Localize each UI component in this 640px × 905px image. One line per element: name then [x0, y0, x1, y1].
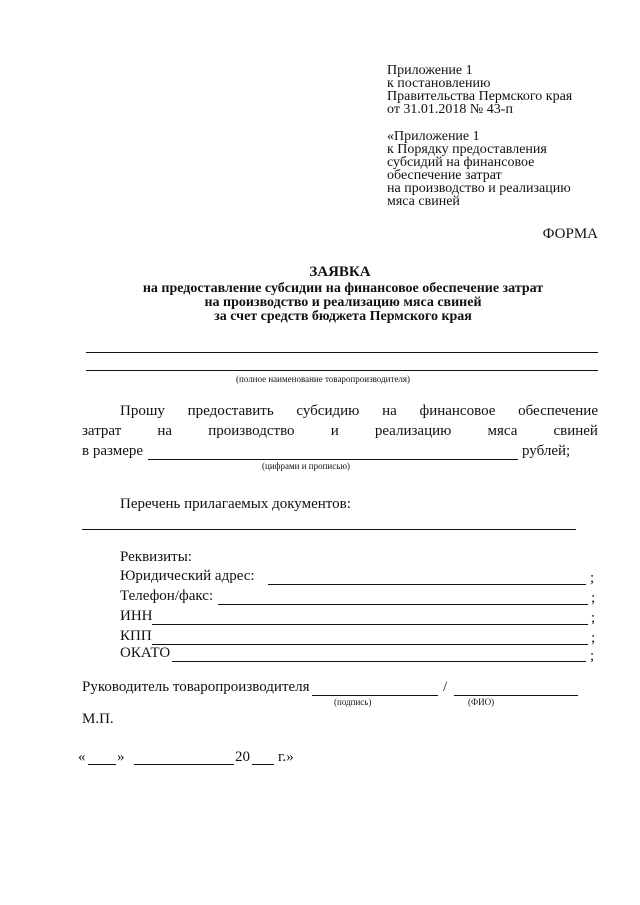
request-word: Прошу — [120, 403, 165, 419]
amount-prefix: в размере — [82, 443, 144, 459]
document-subtitle — [0, 282, 640, 324]
subtitle-line: за счет средств бюджета Пермского края — [214, 309, 472, 324]
appendix-line: Правительства Пермского края — [387, 89, 573, 104]
date-open-quote: « — [78, 749, 86, 765]
legal-address-label: Юридический адрес: — [120, 568, 255, 584]
amount-caption: (цифрами и прописью) — [262, 461, 351, 471]
kpp-line[interactable] — [152, 644, 588, 645]
full-name-line[interactable] — [454, 695, 578, 696]
appendix-line: к постановлению — [387, 76, 491, 91]
signature-caption: (подпись) — [334, 697, 372, 707]
request-word: затрат — [82, 423, 122, 439]
documents-line[interactable] — [82, 529, 576, 530]
appendix-order-line: «Приложение 1 — [387, 129, 480, 144]
okato-label: ОКАТО — [120, 645, 171, 661]
subtitle-line: на производство и реализацию мяса свиней — [204, 295, 482, 310]
field-terminator: ; — [591, 610, 596, 626]
inn-line[interactable] — [152, 624, 588, 625]
appendix-line: от 31.01.2018 № 43-п — [387, 102, 513, 117]
document-title: ЗАЯВКА — [309, 264, 371, 280]
producer-name-line-1[interactable] — [86, 352, 598, 353]
request-word: обеспечение — [518, 403, 598, 419]
signature-label: Руководитель товаропроизводителя — [82, 679, 310, 695]
request-word: на — [157, 423, 173, 439]
request-word: и — [330, 423, 339, 439]
appendix-line: Приложение 1 — [387, 63, 473, 78]
request-word: производство — [208, 423, 295, 439]
okato-line[interactable] — [172, 661, 586, 662]
field-terminator: ; — [591, 590, 596, 606]
field-terminator: ; — [590, 648, 595, 664]
appendix-order-header — [387, 130, 571, 208]
date-year-prefix: 20 — [235, 749, 250, 765]
appendix-header — [387, 64, 572, 116]
date-day-line[interactable] — [88, 764, 116, 765]
form-label: ФОРМА — [542, 226, 598, 242]
amount-line[interactable] — [148, 459, 518, 460]
request-word: на — [382, 403, 397, 419]
phone-fax-line[interactable] — [218, 604, 588, 605]
appendix-order-line: обеспечение затрат — [387, 168, 502, 183]
stamp-label: М.П. — [82, 711, 114, 727]
request-line-1 — [120, 403, 598, 420]
appendix-order-line: мяса свиней — [387, 194, 460, 209]
signature-separator: / — [443, 679, 448, 695]
requisites-heading: Реквизиты: — [120, 549, 192, 565]
appendix-order-line: субсидий на финансовое — [387, 155, 535, 170]
request-line-2 — [82, 423, 598, 440]
request-word: свиней — [553, 423, 598, 439]
full-name-caption: (ФИО) — [468, 697, 495, 707]
producer-name-line-2[interactable] — [86, 370, 598, 371]
request-word: предоставить — [187, 403, 274, 419]
subtitle-line: на предоставление субсидии на финансовое обеспечение затрат — [142, 281, 544, 296]
signature-line[interactable] — [312, 695, 438, 696]
inn-label: ИНН — [120, 608, 153, 624]
kpp-label: КПП — [120, 628, 152, 644]
date-close-quote: » — [117, 749, 125, 765]
date-month-line[interactable] — [134, 764, 234, 765]
request-word: мяса — [487, 423, 518, 439]
documents-label: Перечень прилагаемых документов: — [120, 496, 351, 512]
field-terminator: ; — [591, 630, 596, 646]
request-word: финансовое — [419, 403, 496, 419]
request-word: субсидию — [296, 403, 360, 419]
date-year-suffix: г.» — [278, 749, 294, 765]
producer-name-caption: (полное наименование товаропроизводителя) — [236, 374, 411, 384]
legal-address-line[interactable] — [268, 584, 586, 585]
appendix-order-line: к Порядку предоставления — [387, 142, 547, 157]
amount-suffix: рублей; — [522, 443, 571, 459]
appendix-order-line: на производство и реализацию — [387, 181, 571, 196]
phone-fax-label: Телефон/факс: — [120, 588, 214, 604]
request-word: реализацию — [374, 423, 452, 439]
date-year-line[interactable] — [252, 764, 274, 765]
field-terminator: ; — [590, 570, 595, 586]
